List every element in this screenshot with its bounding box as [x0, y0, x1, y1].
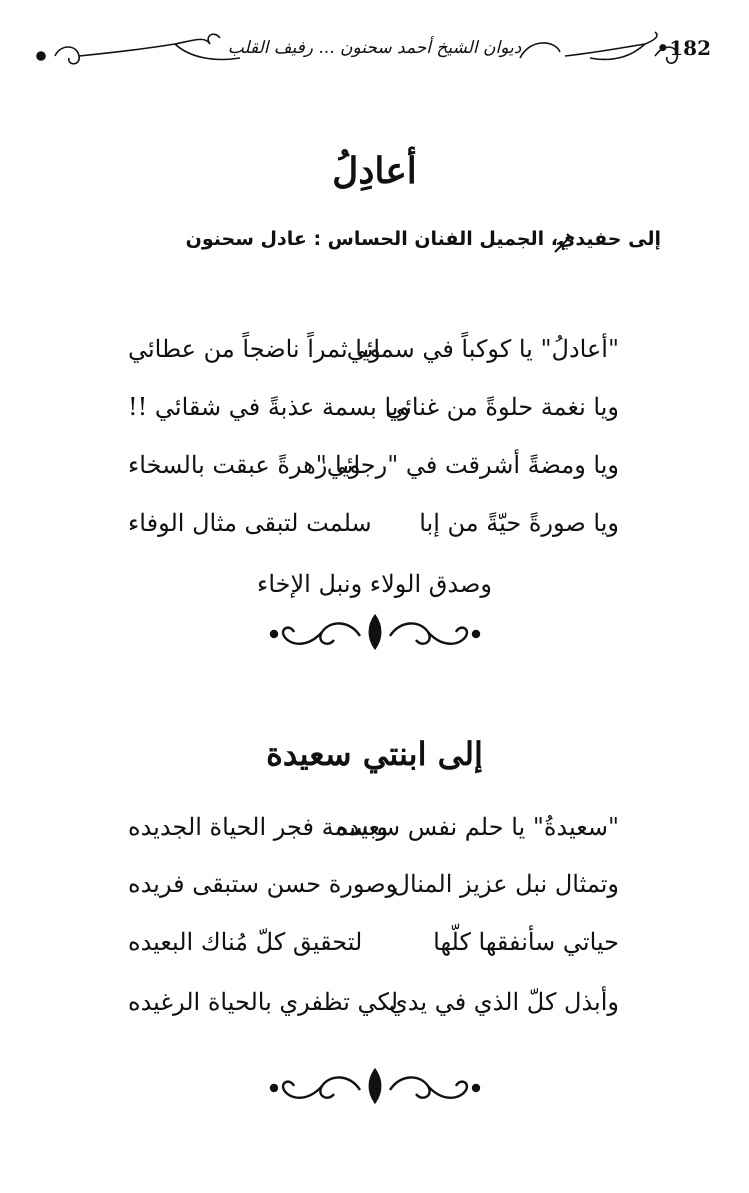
verse-line: [0, 988, 749, 1038]
verse-line: [0, 335, 749, 385]
closing-line: وصدق الولاء ونبل الإخاء: [257, 570, 492, 598]
first-hemistich: ويا نغمة حلوةً من غنائي: [385, 393, 619, 421]
verse-line: [0, 813, 749, 863]
first-hemistich: ويا صورةً حيّةً من إبا: [419, 509, 619, 537]
first-hemistich: ويا ومضةً أشرقت في "رجائي": [315, 451, 619, 479]
ornamental-divider: [260, 610, 490, 656]
verse-line: [0, 928, 749, 978]
second-hemistich: سلمت لتبقى مثال الوفاء: [128, 509, 372, 537]
verse-line: [0, 509, 749, 559]
verse-line: [0, 393, 749, 443]
ornamental-divider: [260, 1064, 490, 1110]
first-hemistich: وأبذل كلّ الذي في يدي: [389, 988, 619, 1016]
first-hemistich: "أعادلُ" يا كوكباً في سمائي: [346, 335, 619, 363]
verse-line: [0, 451, 749, 501]
dedication: إلى حفيدي، الجميل الفنان الحساس : عادل سحنون: [185, 228, 661, 250]
first-hemistich: حياتي سأنفقها كلّها: [433, 928, 619, 956]
second-hemistich: لكي تظفري بالحياة الرغيده: [128, 988, 399, 1016]
poem-title: إلى ابنتي سعيدة: [266, 735, 483, 773]
page-number: •182: [656, 36, 711, 60]
first-hemistich: وتمثال نبل عزيز المنال: [392, 870, 619, 898]
second-hemistich: لتحقيق كلّ مُناك البعيده: [128, 928, 363, 956]
second-hemistich: ويا ثمراً ناضجاً من عطائي: [128, 335, 381, 363]
running-head: ديوان الشيخ أحمد سحنون ... رفيف القلب: [227, 38, 522, 58]
second-hemistich: وصورة حسن ستبقى فريده: [128, 870, 398, 898]
first-hemistich: "سعيدةُ" يا حلم نفس سعيده: [336, 813, 619, 841]
second-hemistich: ويا زهرةً عبقت بالسخاء: [128, 451, 361, 479]
verse-line: [0, 870, 749, 920]
second-hemistich: وبسمة فجر الحياة الجديده: [128, 813, 389, 841]
poem-title: أعادِلُ: [332, 150, 417, 192]
second-hemistich: ويا بسمة عذبةً في شقائي !!: [128, 393, 411, 421]
